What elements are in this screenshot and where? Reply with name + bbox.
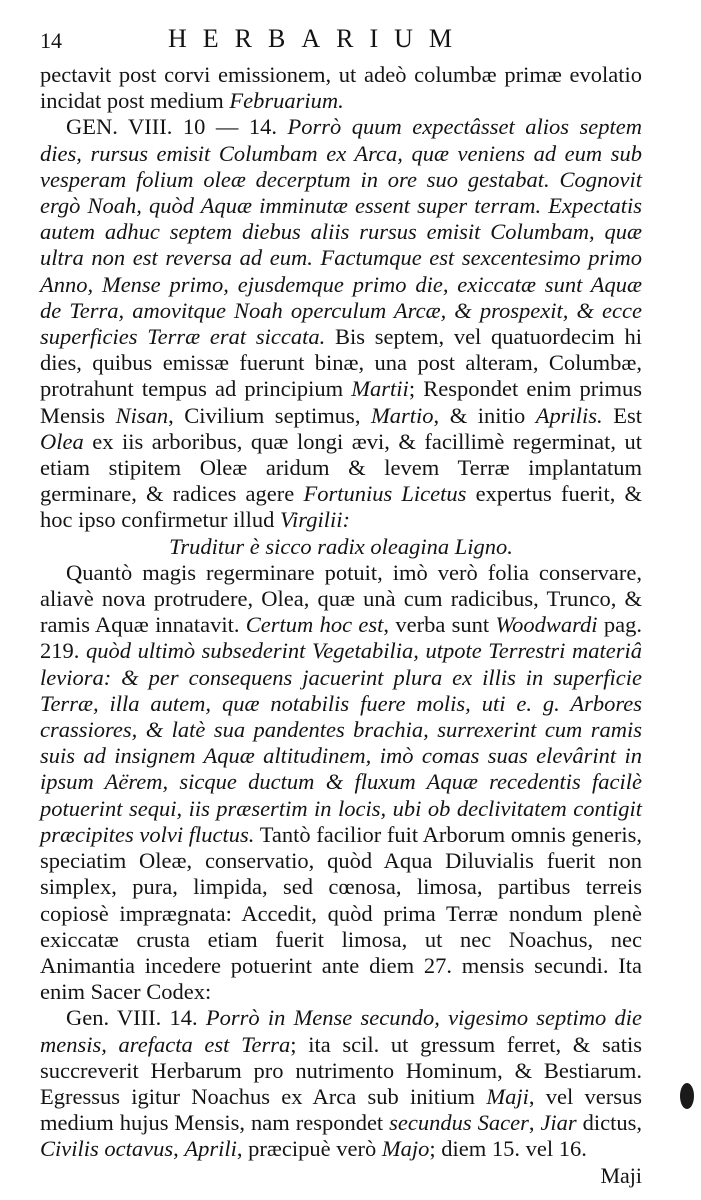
- italic-span: Majo: [381, 1136, 430, 1162]
- text-span: Est: [602, 402, 642, 428]
- running-title: HERBARIUM: [168, 24, 469, 53]
- italic-span: Woodwardi: [495, 612, 598, 638]
- italic-span: secundus Sacer: [389, 1110, 529, 1136]
- text-span: dictus,: [576, 1110, 643, 1136]
- page-number: 14: [40, 28, 62, 53]
- italic-span: Martii: [351, 376, 409, 402]
- text-span: pag. 219.: [40, 612, 642, 664]
- text-span: Bis septem, vel quatuordecim hi dies, quibus emissæ fuerunt binæ, una post alteram, Columbæ, protrahunt tempus ad principium: [40, 324, 642, 402]
- paragraph-4: [40, 1005, 642, 1162]
- italic-span: Jiar: [540, 1110, 577, 1136]
- text-span: Tantò facilior fuit Arborum omnis generis, speciatim Oleæ, conservatio, quòd Aqua Diluvialis fuerit non simplex, pura, limpida, sed cœnosa, limosa, partibus terreis copiosè imprægnata: Accedit, quòd prima Terræ nondum plenè exiccatæ crusta etiam fuerit limosa, ut nec Noachus, nec Animantia incedere potuerint ante diem 27. mensis secundi. Ita enim Sacer Codex:: [40, 821, 643, 1005]
- scripture-quote: Porrò in Mense secundo, vigesimo septimo die mensis, arefacta est Terra: [40, 1005, 642, 1057]
- italic-span: Aprilis.: [535, 402, 603, 428]
- scripture-quote: Porrò quum expectâsset alios septem dies, rursus emisit Columbam ex Arca, quæ veniens ad eum sub vesperam folium oleæ decerptum in ore suo gestabat. Cognovit ergò Noah, quòd Aquæ imminutæ essent super terram. Expectatis autem adhuc septem diebus aliis rursus emisit Columbam, quæ ultra non est reversa ad eum. Factumque est sexcentesimo primo Anno, Mense primo, ejusdemque primo die, exiccatæ sunt Aquæ de Terra, amovitque Noah operculum Arcæ, & prospexit, & ecce superficies Terræ erat siccata.: [40, 114, 642, 350]
- page-header: [40, 18, 642, 62]
- text-span: , vel versus medium hujus Mensis, nam respondet: [40, 1083, 642, 1136]
- text-span: ; diem 15. vel 16.: [429, 1136, 587, 1162]
- text-span: ,: [528, 1110, 541, 1136]
- italic-span: Februarium.: [229, 88, 344, 114]
- ink-blot: [680, 1083, 694, 1109]
- text-span: expertus fuerit, & hoc ipso confirmetur illud: [40, 481, 642, 533]
- text-span: ; ita scil. ut gressum ferret, & satis succreverit Herbarum pro nutrimento Hominum, & Bestiarum. Egressus igitur Noachus ex Arca sub initium: [40, 1031, 642, 1109]
- text-span: ex iis arboribus, quæ longi ævi, & facillimè regerminat, ut etiam stipitem Oleæ aridum & levem Terræ implantatum germinare, & radices agere: [40, 428, 642, 507]
- italic-span: Martio: [371, 402, 434, 428]
- body-text: [40, 62, 642, 1163]
- text-span: pectavit post corvi emissionem, ut adeò columbæ primæ evolatio incidat post medium: [40, 62, 642, 114]
- italic-span: Civilis octavus: [40, 1136, 174, 1162]
- italic-span: Virgilii:: [279, 507, 350, 533]
- text-span: Quantò magis regerminare potuit, imò verò folia conservare, aliavè nova protrudere, Olea, quæ unà cum radicibus, Trunco, & ramis Aquæ innatavit.: [40, 559, 642, 638]
- catchword: Maji: [600, 1162, 642, 1188]
- italic-span: quòd ultimò subsederint Vegetabilia, utpote Terrestri materiâ leviora: & per consequens jacuerint plura ex illis in superficie Terræ, illa autem, quæ notabilis fuere molis, uti e. g. Arbores crassiores, & latè sua pandentes brachia, surrexerint cum ramis suis ad insignem Aquæ altitudinem, imò comas suas elevârint in ipsum Aërem, sicque ductum & fluxum Aquæ recedentis facilè potuerint sequi, iis præsertim in locis, ubi ob declivitatem contigit præcipites volvi fluctus.: [40, 638, 643, 847]
- paragraph-3: [40, 560, 642, 1005]
- italic-span: Certum hoc est: [245, 612, 384, 638]
- book-page: [40, 18, 642, 1189]
- italic-span: Olea: [40, 428, 84, 454]
- text-span: ; Respondet enim primus Mensis: [40, 376, 642, 428]
- text-span: , & initio: [433, 402, 536, 428]
- scripture-reference: GEN. VIII. 10 — 14.: [66, 114, 288, 140]
- scripture-reference: Gen. VIII. 14.: [66, 1005, 206, 1031]
- italic-span: Fortunius Licetus: [303, 481, 467, 507]
- italic-span: Maji: [486, 1083, 529, 1109]
- italic-span: Aprili: [184, 1136, 237, 1162]
- text-span: , verba sunt: [383, 612, 496, 638]
- verse-quote: Truditur è sicco radix oleagina Ligno.: [169, 533, 513, 559]
- italic-span: Nisan: [115, 402, 169, 428]
- text-span: ,: [173, 1136, 185, 1162]
- text-span: , Civilium septimus,: [168, 402, 371, 428]
- text-span: , præcipuè verò: [236, 1136, 382, 1162]
- paragraph-1: [40, 62, 642, 114]
- paragraph-2: [40, 114, 642, 533]
